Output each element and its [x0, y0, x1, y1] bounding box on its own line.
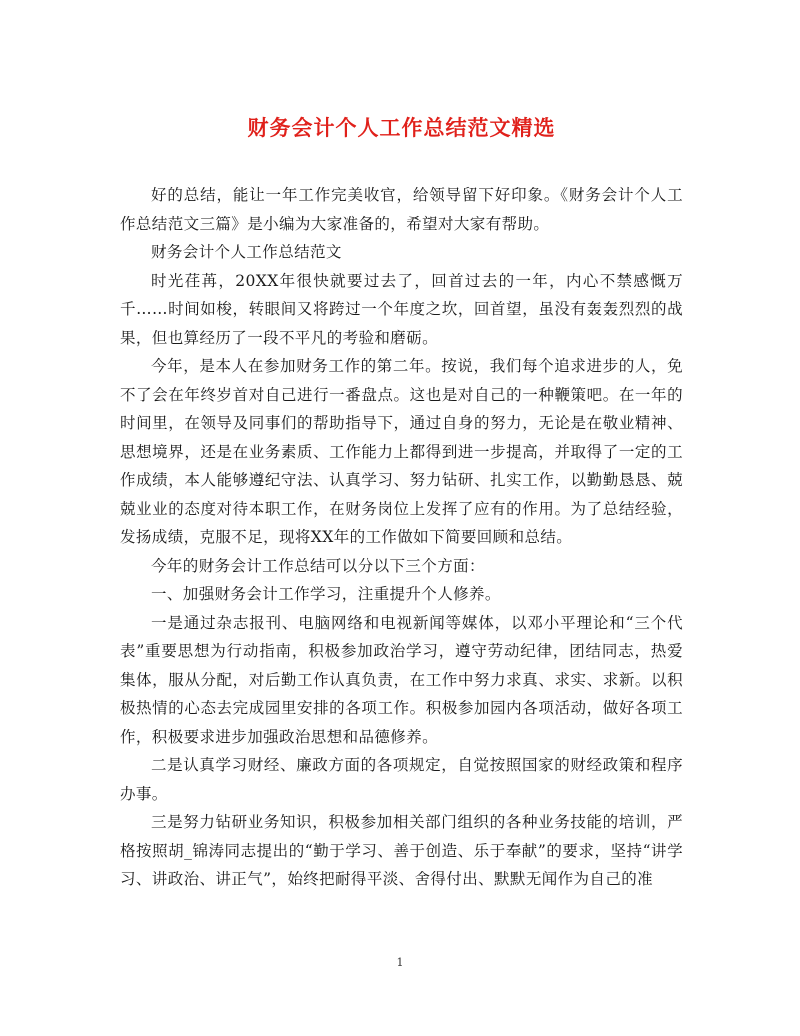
document-body [120, 181, 683, 894]
paragraph-2: 今年，是本人在参加财务工作的第二年。按说，我们每个追求进步的人，免不了会在年终岁首对自己进行一番盘点。这也是对自己的一种鞭策吧。在一年的时间里，在领导及同事们的帮助指导下，通过自身的努力，无论是在敬业精神、思想境界，还是在业务素质、工作能力上都得到进一步提高，并取得了一定的工作成绩，本人能够遵纪守法、认真学习、努力钻研、扎实工作，以勤勤恳恳、兢兢业业的态度对待本职工作，在财务岗位上发挥了应有的作用。为了总结经验，发扬成绩，克服不足，现将XX年的工作做如下简要回顾和总结。 [120, 357, 683, 546]
paragraph-4: 一是通过杂志报刊、电脑网络和电视新闻等媒体，以邓小平理论和“三个代表”重要思想为行动指南，积极参加政治学习，遵守劳动纪律，团结同志，热爱集体，服从分配，对后勤工作认真负责，在工作中努力求真、求实、求新。以积极热情的心态去完成园里安排的各项工作。积极参加园内各项活动，做好各项工作，积极要求进步加强政治思想和品德修养。 [120, 613, 683, 746]
paragraph-subtitle: 财务会计个人工作总结范文 [151, 243, 342, 261]
section-heading-1: 一、加强财务会计工作学习，注重提升个人修养。 [151, 585, 501, 603]
document-title: 财务会计个人工作总结范文精选 [247, 115, 556, 140]
paragraph-3: 今年的财务会计工作总结可以分以下三个方面： [151, 556, 485, 575]
page-number: 1 [396, 956, 404, 969]
paragraph-intro: 好的总结，能让一年工作完美收官，给领导留下好印象。《财务会计个人工作总结范文三篇》是小编为大家准备的，希望对大家有帮助。 [120, 186, 683, 233]
paragraph-5: 二是认真学习财经、廉政方面的各项规定，自觉按照国家的财经政策和程序办事。 [120, 756, 683, 803]
paragraph-1: 时光荏苒，20XX年很快就要过去了，回首过去的一年，内心不禁感慨万千……时间如梭，转眼间又将跨过一个年度之坎，回首望，虽没有轰轰烈烈的战果，但也算经历了一段不平凡的考验和磨砺。 [120, 271, 683, 347]
paragraph-6: 三是努力钻研业务知识，积极参加相关部门组织的各种业务技能的培训，严格按照胡_锦涛同志提出的“勤于学习、善于创造、乐于奉献”的要求，坚持“讲学习、讲政治、讲正气”，始终把耐得平淡、舍得付出、默默无闻作为自己的准 [120, 813, 683, 888]
